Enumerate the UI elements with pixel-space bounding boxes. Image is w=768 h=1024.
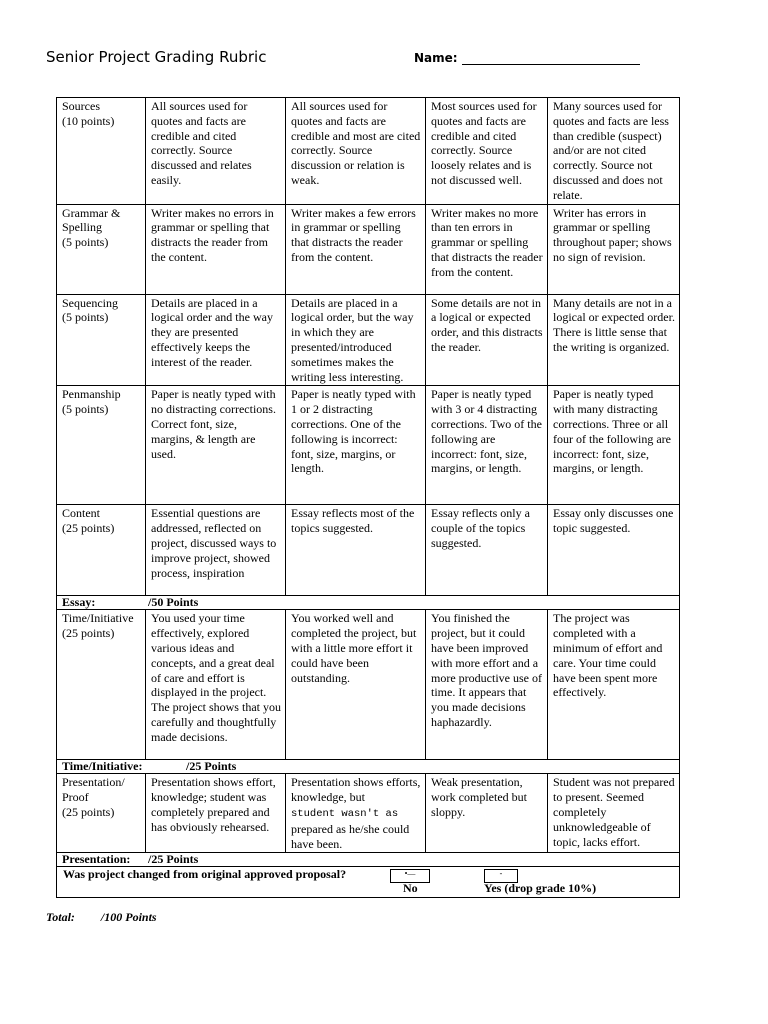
- level-cell: The project was completed with a minimum of effort and care. Your time could have been spent more effectively.: [548, 610, 680, 760]
- category-cell: [57, 610, 146, 760]
- essay-score-cell: [57, 596, 680, 610]
- level-cell: Paper is neatly typed with many distracting corrections. Three or all four of the following are incorrect: font, size, margins, or length.: [548, 386, 680, 505]
- total-label: Total:: [46, 910, 75, 924]
- time-score-cell: [57, 760, 680, 774]
- level-cell: Details are placed in a logical order and the way they are presented effectively keeps the interest of the reader.: [146, 294, 286, 386]
- level-cell: Presentation shows effort, knowledge; student was completely prepared and has obviously rehearsed.: [146, 774, 286, 853]
- no-checkbox[interactable]: •—: [390, 869, 430, 883]
- name-field[interactable]: [414, 51, 640, 65]
- level-cell: Many sources used for quotes and facts are less than credible (suspect) and/or are not cited correctly. Source not discussed and does not relate.: [548, 98, 680, 205]
- proposal-change-cell: [57, 867, 680, 898]
- level-cell: Paper is neatly typed with 1 or 2 distracting corrections. One of the following is incorrect: font, size, margins, or length.: [286, 386, 426, 505]
- proposal-change-row: [57, 867, 680, 898]
- level-cell: Student was not prepared to present. Seemed completely unknowledgeable of topic, lacks effort.: [548, 774, 680, 853]
- category-cell: [57, 386, 146, 505]
- level-text: prepared as he/she could have been.: [291, 821, 410, 851]
- level-cell: Most sources used for quotes and facts are credible and cited correctly. Source loosely relates and is not discussed well.: [426, 98, 548, 205]
- presentation-score-value: /25 Points: [148, 852, 199, 867]
- level-cell: Writer makes no errors in grammar or spelling that distracts the reader from the content.: [146, 204, 286, 294]
- category-name: Penmanship: [62, 387, 121, 402]
- level-cell: Paper is neatly typed with no distracting corrections. Correct font, size, margins, & length are used.: [146, 386, 286, 505]
- level-text: Presentation shows efforts, knowledge, but: [291, 775, 421, 805]
- essay-score-label: Essay:: [62, 595, 96, 610]
- rubric-row-content: [57, 505, 680, 596]
- level-cell: All sources used for quotes and facts are credible and most are cited correctly. Source discussion or relation is weak.: [286, 98, 426, 205]
- total-score: [46, 910, 157, 925]
- time-score-row: [57, 760, 680, 774]
- no-option-label: No: [403, 881, 418, 896]
- category-name: Sources: [62, 99, 100, 113]
- level-cell: Details are placed in a logical order, but the way in which they are presented/introduced sometimes makes the writing less interesting.: [286, 294, 426, 386]
- category-name: Content: [62, 506, 100, 521]
- essay-score-row: [57, 596, 680, 610]
- level-cell: Many details are not in a logical or expected order. There is little sense that the writing is organized.: [548, 294, 680, 386]
- level-cell: Essay only discusses one topic suggested.: [548, 505, 680, 596]
- category-points: (25 points): [62, 626, 115, 641]
- rubric-row-penmanship: [57, 386, 680, 505]
- category-points: (25 points): [62, 521, 115, 536]
- level-cell: All sources used for quotes and facts are credible and cited correctly. Source discussed and relates easily.: [146, 98, 286, 205]
- time-score-value: /25 Points: [186, 759, 237, 774]
- name-label: Name:: [414, 51, 458, 65]
- category-cell: [57, 505, 146, 596]
- level-cell: Essay reflects most of the topics suggested.: [286, 505, 426, 596]
- level-cell: [286, 774, 426, 853]
- category-cell: [57, 204, 146, 294]
- category-name: Time/Initiative: [62, 611, 134, 626]
- category-points: (25 points): [62, 804, 115, 819]
- page-title: Senior Project Grading Rubric: [46, 48, 267, 66]
- level-cell: Some details are not in a logical or expected order, and this distracts the reader.: [426, 294, 548, 386]
- level-cell: Essay reflects only a couple of the topics suggested.: [426, 505, 548, 596]
- proposal-question-text: Was project changed from original approved proposal?: [63, 867, 347, 882]
- level-cell: You worked well and completed the project, but with a little more effort it could have been outstanding.: [286, 610, 426, 760]
- level-cell: Essential questions are addressed, reflected on project, discussed ways to improve project, showed process, inspiration: [146, 505, 286, 596]
- time-score-label: Time/Initiative:: [62, 759, 143, 774]
- level-text-typed: student wasn't as: [291, 807, 399, 820]
- yes-checkbox[interactable]: -: [484, 869, 518, 883]
- category-points: (5 points): [62, 235, 109, 250]
- rubric-row-sources: [57, 98, 680, 205]
- level-cell: Writer makes a few errors in grammar or spelling that distracts the reader from the content.: [286, 204, 426, 294]
- category-points: (5 points): [62, 310, 109, 325]
- level-cell: You finished the project, but it could have been improved with more effort and a more productive use of time. It appears that you made decisions haphazardly.: [426, 610, 548, 760]
- category-cell: [57, 294, 146, 386]
- rubric-row-presentation: [57, 774, 680, 853]
- category-points: (10 points): [62, 113, 115, 128]
- level-cell: Weak presentation, work completed but sloppy.: [426, 774, 548, 853]
- level-cell: Paper is neatly typed with 3 or 4 distracting corrections. Two of the following are incorrect: font, size, margins, or length.: [426, 386, 548, 505]
- essay-score-value: /50 Points: [148, 595, 199, 610]
- total-value: /100 Points: [100, 910, 157, 924]
- presentation-score-row: [57, 853, 680, 867]
- level-cell: You used your time effectively, explored various ideas and concepts, and a great deal of care and effort is displayed in the project. The project shows that you carefully and thoughtfully made decisions.: [146, 610, 286, 760]
- yes-option-label: Yes (drop grade 10%): [484, 881, 597, 896]
- category-name: Presentation/ Proof: [62, 775, 125, 805]
- rubric-row-time-initiative: [57, 610, 680, 760]
- proposal-question: [57, 867, 679, 897]
- category-points: (5 points): [62, 402, 109, 417]
- category-name: Grammar & Spelling: [62, 205, 121, 235]
- presentation-score-cell: [57, 853, 680, 867]
- rubric-table: [56, 97, 680, 898]
- category-cell: [57, 774, 146, 853]
- level-cell: Writer makes no more than ten errors in grammar or spelling that distracts the reader from the content.: [426, 204, 548, 294]
- category-name: Sequencing: [62, 295, 118, 310]
- name-blank-line[interactable]: [462, 52, 640, 65]
- level-cell: Writer has errors in grammar or spelling throughout paper; shows no sign of revision.: [548, 204, 680, 294]
- rubric-row-grammar: [57, 204, 680, 294]
- rubric-row-sequencing: [57, 294, 680, 386]
- presentation-score-label: Presentation:: [62, 852, 131, 867]
- category-cell: [57, 98, 146, 205]
